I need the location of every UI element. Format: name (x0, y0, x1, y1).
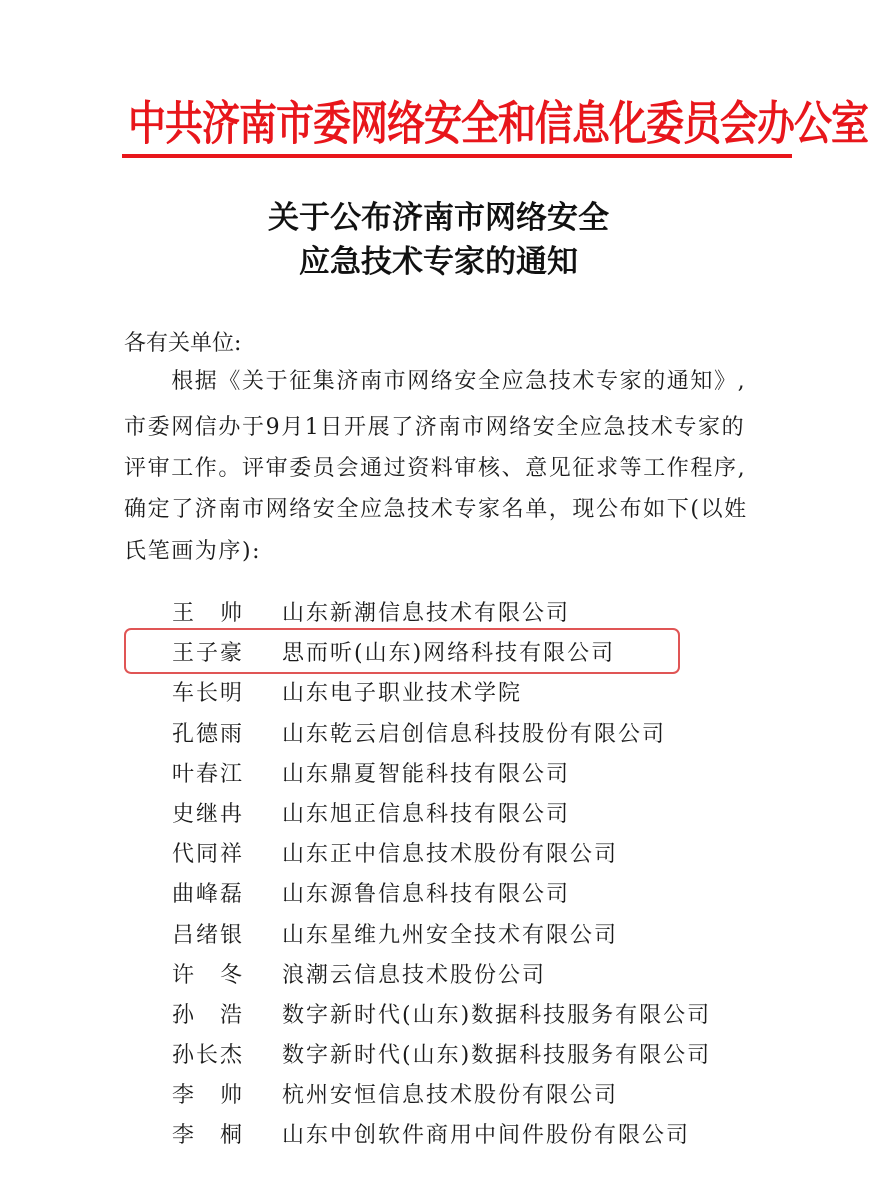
expert-organization: 山东旭正信息科技有限公司 (282, 801, 571, 827)
expert-row (172, 1076, 772, 1116)
expert-row (172, 956, 772, 996)
expert-organization: 山东星维九州安全技术有限公司 (282, 922, 619, 948)
expert-name: 曲峰磊 (172, 882, 245, 908)
expert-organization: 山东中创软件商用中间件股份有限公司 (282, 1123, 691, 1149)
title-line-2: 应急技术专家的通知 (299, 244, 578, 280)
expert-name: 李 帅 (172, 1083, 245, 1109)
expert-name: 吕绪银 (172, 922, 245, 948)
expert-row (172, 674, 772, 714)
expert-row (172, 1036, 772, 1076)
expert-organization: 思而听(山东)网络科技有限公司 (282, 641, 616, 667)
expert-organization: 山东正中信息技术股份有限公司 (282, 842, 619, 868)
document-title (0, 196, 877, 284)
expert-name: 孙 浩 (172, 1002, 245, 1028)
expert-row (172, 916, 772, 956)
title-line-1: 关于公布济南市网络安全 (268, 200, 609, 236)
expert-name: 孙长杰 (172, 1043, 245, 1069)
body-line: 确定了济南市网络安全应急技术专家名单，现公布如下(以姓 (124, 497, 748, 522)
masthead-title: 中共济南市委网络安全和信息化委员会办公室 (128, 96, 869, 151)
red-divider (122, 154, 792, 158)
expert-name: 史继冉 (172, 801, 245, 827)
expert-name: 李 桐 (172, 1123, 245, 1149)
body-line: 评审工作。评审委员会通过资料审核、意见征求等工作程序, (124, 456, 747, 481)
expert-row (172, 715, 772, 755)
expert-row (172, 835, 772, 875)
expert-organization: 山东新潮信息技术有限公司 (282, 601, 571, 626)
highlight-annotation-box (124, 628, 680, 674)
body-line: 氏笔画为序): (124, 539, 262, 564)
expert-organization: 山东乾云启创信息科技股份有限公司 (282, 721, 667, 747)
expert-row (172, 795, 772, 835)
expert-name: 王 帅 (172, 601, 245, 626)
expert-row (172, 875, 772, 915)
body-line: 市委网信办于9月1日开展了济南市网络安全应急技术专家的 (124, 415, 746, 440)
expert-name: 许 冬 (172, 962, 245, 988)
expert-organization: 数字新时代(山东)数据科技服务有限公司 (282, 1043, 712, 1069)
expert-list (172, 594, 772, 1157)
expert-name: 王子豪 (172, 641, 245, 667)
expert-name: 代同祥 (172, 842, 245, 868)
expert-organization: 杭州安恒信息技术股份有限公司 (282, 1083, 619, 1109)
expert-organization: 数字新时代(山东)数据科技服务有限公司 (282, 1002, 712, 1028)
salutation: 各有关单位: (124, 331, 242, 356)
expert-organization: 山东鼎夏智能科技有限公司 (282, 761, 571, 787)
body-line: 根据《关于征集济南市网络安全应急技术专家的通知》, (124, 369, 747, 394)
expert-name: 车长明 (172, 681, 245, 707)
expert-organization: 山东源鲁信息科技有限公司 (282, 882, 571, 908)
expert-name: 叶春江 (172, 761, 245, 787)
expert-row (172, 996, 772, 1036)
expert-organization: 浪潮云信息技术股份公司 (282, 962, 547, 988)
expert-row (172, 1116, 772, 1156)
expert-name: 孔德雨 (172, 721, 245, 747)
expert-row (172, 755, 772, 795)
expert-organization: 山东电子职业技术学院 (282, 681, 523, 707)
